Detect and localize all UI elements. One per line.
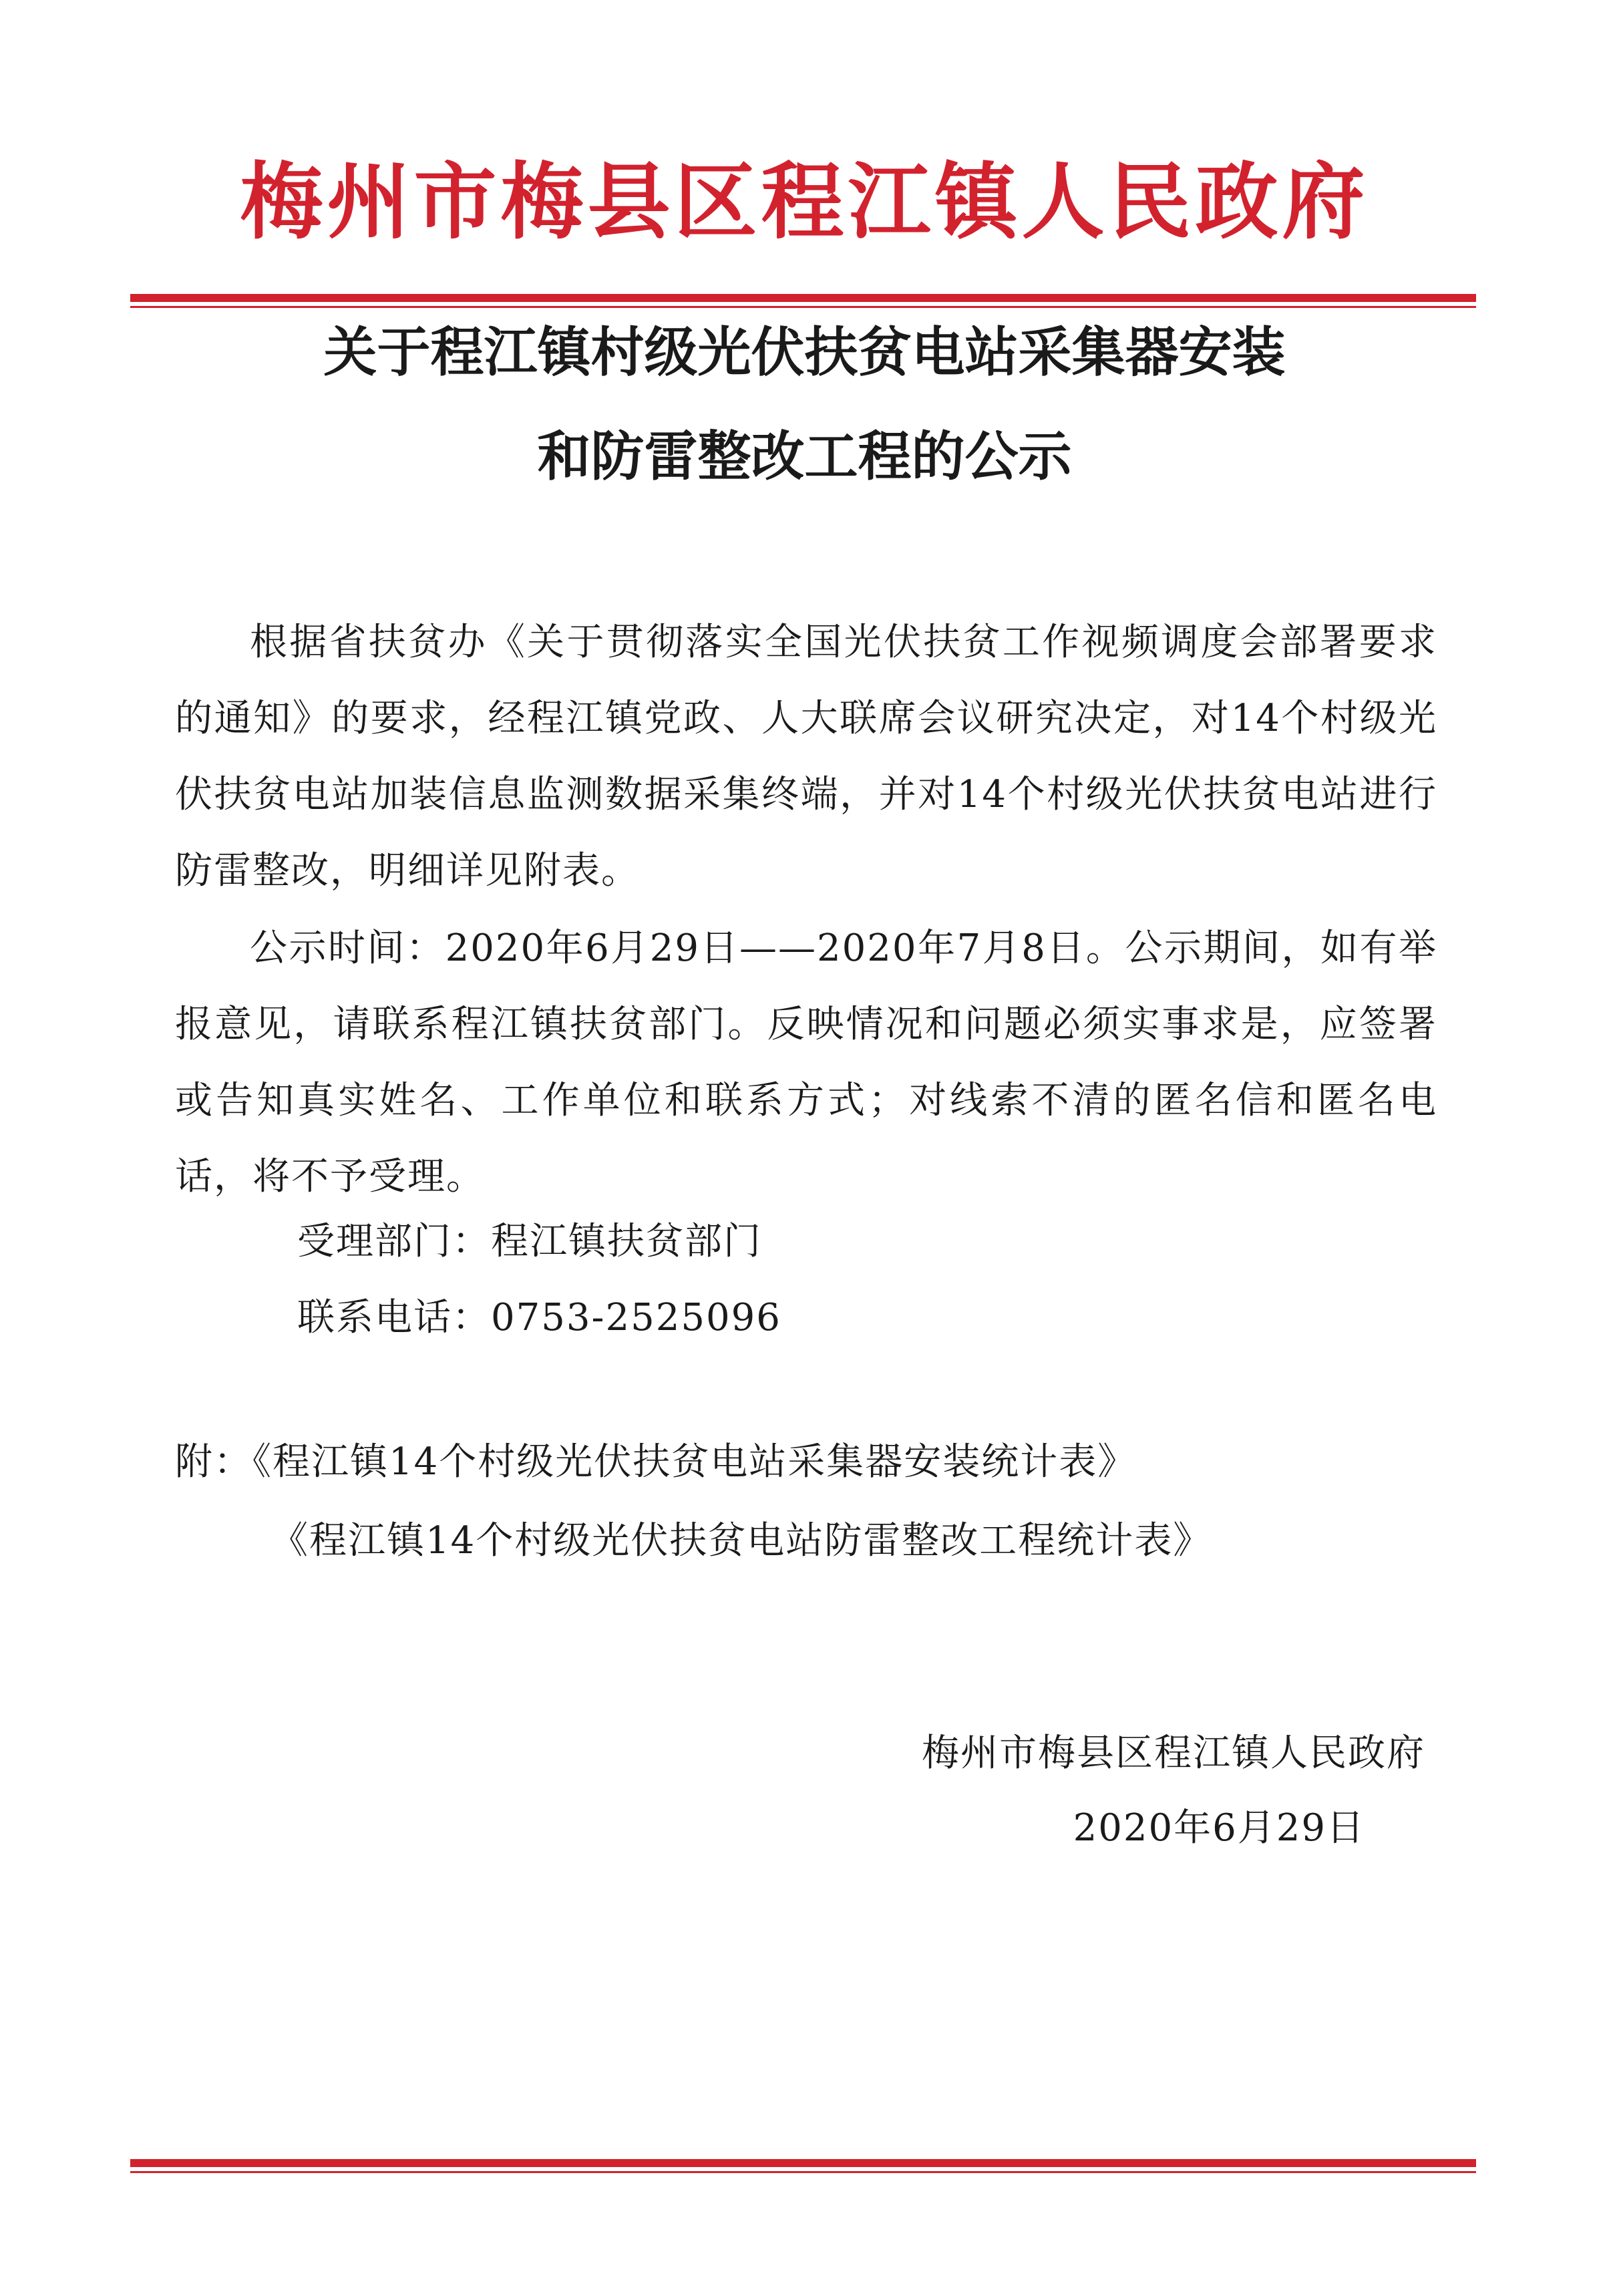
paragraph-2-text: 公示时间：2020年6月29日——2020年7月8日。公示期间，如有举报意见，请联系程江镇扶贫部门。反映情况和问题必须实事求是，应签署或告知真实姓名、工作单位和联系方式；对线索不清的匿名信和匿名电话，将不予受理。 xyxy=(175,927,1437,1198)
responsible-department: 受理部门：程江镇扶贫部门 xyxy=(297,1220,762,1263)
letterhead-org-name: 梅州市梅县区程江镇人民政府 xyxy=(240,154,1369,251)
letterhead-divider-thick xyxy=(130,294,1476,302)
signature-date: 2020年6月29日 xyxy=(1073,1806,1365,1850)
notice-body-paragraph-2 xyxy=(175,911,1437,1215)
letterhead-divider-thin xyxy=(130,306,1476,308)
paragraph-1-text: 根据省扶贫办《关于贯彻落实全国光伏扶贫工作视频调度会部署要求的通知》的要求，经程江镇党政、人大联席会议研究决定，对14个村级光伏扶贫电站加装信息监测数据采集终端，并对14个村级光伏扶贫电站进行防雷整改，明细详见附表。 xyxy=(175,621,1437,892)
attachment-item-2: 《程江镇14个村级光伏扶贫电站防雷整改工程统计表》 xyxy=(271,1519,1212,1563)
footer-divider-thin xyxy=(130,2171,1476,2173)
contact-phone: 联系电话：0753-2525096 xyxy=(297,1296,781,1339)
notice-title-line-2: 和防雷整改工程的公示 xyxy=(537,426,1072,488)
attachment-item-1: 附：《程江镇14个村级光伏扶贫电站采集器安装统计表》 xyxy=(175,1440,1137,1484)
notice-title-line-1: 关于程江镇村级光伏扶贫电站采集器安装 xyxy=(323,321,1286,383)
notice-body-paragraph-1 xyxy=(175,605,1437,909)
signature-issuer: 梅州市梅县区程江镇人民政府 xyxy=(922,1732,1425,1775)
footer-divider-thick xyxy=(130,2159,1476,2167)
